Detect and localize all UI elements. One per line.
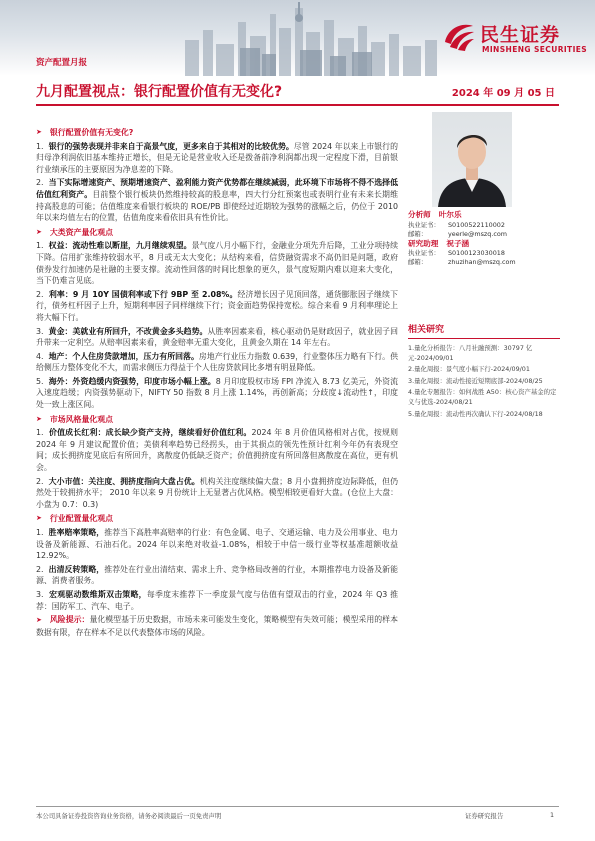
paragraph [36,240,398,286]
paragraph [36,376,398,411]
paragraph [36,326,398,349]
footer-doc-label: 证券研究报告 [465,812,504,820]
related-research [408,322,560,421]
analyst-name: 叶尔乐 [438,210,462,219]
related-research-item[interactable]: 5.量化周报：流动性再次确认下行-2024/08/18 [408,409,543,418]
analyst-cert-row [408,221,560,230]
report-title: 九月配置视点：银行配置价值有无变化? [36,84,283,100]
arrow-bullet-icon: ➤ [36,514,42,523]
para-number: 2. [36,289,44,299]
document-type: 资产配置月报 [36,58,88,68]
paragraph [36,289,398,324]
section-heading [36,414,398,426]
paragraph [36,476,398,511]
para-keypoint: 权益：流动性难以断崖，九月继续观望。 [48,241,192,251]
paragraph [36,427,398,473]
para-number: 2. [36,564,44,574]
para-keypoint: 利率：9 月 10Y 国债利率或下行 9BP 至 2.08%。 [48,289,238,299]
analyst-name: 祝子涵 [446,238,470,248]
analyst-role-row [408,210,560,221]
risk-text: 量化模型基于历史数据，市场未来可能发生变化，策略模型有失效可能；模型采用的样本数据有限，存在样本不足以代表整体市场的风险。 [36,615,398,637]
para-keypoint: 银行的强势表现并非来自于高景气度，更多来自于其相对的比较优势。 [48,141,294,151]
cert-number: S0100123030018 [448,249,505,257]
email-label: 邮箱： [408,258,428,266]
paragraph [36,564,398,587]
header-divider [36,104,559,106]
risk-label: 风险提示： [49,615,90,625]
para-number: 3. [36,589,44,599]
para-text: 景气度八月小幅下行，金融业分项先升后降，工业分项持续下降。信用扩张维持较弱水平，8 月或无太大变化；从结构来看，信贷融资需求不高仍旧是问题，政府债券发行加速仍是社融的主要支撑。流动性回落的时间比想象的更久，景气度短期内难以迎来大变化，当下仍难言见底。 [36,241,398,286]
email-label: 邮箱： [408,229,428,238]
para-text: 目前整个银行板块仍然维持较高的股息率，四大行分红预案也或表明行业有未来长期维持高股息的可能；估值维度来看银行板块的 ROE/PB 即使经过近期较为强势的涨幅之后，仍位于 2010 年以来均值左右的位置，估值角度来看依旧具有性价比。 [36,189,398,223]
arrow-bullet-icon: ➤ [36,414,42,423]
section-heading-text: 银行配置价值有无变化? [49,128,134,137]
arrow-bullet-icon: ➤ [36,616,42,625]
para-text: 经济增长因子见顶回落，通货膨胀因子继续下行，债务杠杆因子上升，短期利率因子同样继续下行；资金面趋势保持宽松。综合来看 9 月利率理论上将大幅下行。 [36,289,398,322]
para-number: 1. [36,428,44,438]
arrow-bullet-icon: ➤ [36,227,42,236]
para-text: 推荐当下高胜率高赔率的行业：有色金属、电子、交通运输、电力及公用事业、电力设备及新能源、石油石化。2024 年以来绝对收益-1.08%，相较于中信一级行业等权基准超额收益 12.92%。 [36,528,398,561]
analyst-photo [432,112,512,207]
report-date: 2024 年 09 月 05 日 [451,88,555,99]
paragraph [36,177,398,223]
brand-name-en: MINSHENG SECURITIES [482,45,588,54]
analyst-role: 分析师 [408,210,431,219]
section-heading [36,127,398,139]
para-number: 4. [36,351,44,361]
related-research-item[interactable]: 1.量化分析报告：八月社融预测：30797 亿元-2024/09/01 [408,344,533,362]
paragraph [36,527,398,562]
para-text: 从胜率因素来看，核心驱动仍是财政因子，就业因子回升带来一定利空。从赔率因素来看，黄金赔率无重大变化，且黄金久期在 14 年左右。 [36,326,398,348]
para-number: 1. [36,241,44,251]
analyst-email-row [408,258,560,267]
analyst-portrait-icon [432,112,512,207]
page-number: 1 [550,811,555,819]
cert-number: S0100522110002 [448,220,505,229]
para-text: 尽管 2024 年以来上市银行的归母净利润依旧基本维持正增长，但是无论是营业收入还是拨备前净利润都出现一定程度下滑，目前银行业绩承压的主要原因为净息差的下降。 [36,141,398,174]
report-body [36,124,398,638]
arrow-bullet-icon: ➤ [36,128,42,136]
analyst-cert-row [408,249,560,258]
section-heading-text: 市场风格量化观点 [49,414,114,424]
analyst-email-row [408,230,560,239]
para-keypoint: 海外：外资趋缓内资强势，印度市场小幅上涨。 [48,376,216,386]
para-number: 3. [36,326,44,336]
para-text: 每季度末推荐下一季度景气度与估值有望双击的行业，2024 年 Q3 推荐：国防军工、汽车、电子。 [36,589,398,611]
para-keypoint: 黄金：美就业有所回升，不改黄金多头趋势。 [48,326,208,336]
analyst-role: 研究助理 [408,238,439,248]
related-research-heading: 相关研究 [408,322,560,339]
section-heading [36,227,398,239]
para-number: 2. [36,476,44,486]
related-research-item[interactable]: 3.量化周报：流动性接近短期底部-2024/08/25 [408,376,543,385]
analyst-email-link[interactable]: yeerle@mszq.com [448,229,508,238]
footer-divider [36,806,559,807]
para-keypoint: 胜率赔率策略， [48,528,105,537]
minsheng-logo-icon [442,18,476,52]
related-research-item[interactable]: 4.量化专题报告：如何战胜 A50：核心资产基金的定义与优选-2024/08/21 [408,388,557,406]
footer-disclaimer: 本公司具备证券投资咨询业务资格，请务必阅读最后一页免责声明 [36,812,222,820]
section-heading-text: 大类资产量化观点 [49,227,114,237]
para-keypoint: 出清反转策略， [48,564,105,574]
brand-name-cn: 民生证券 [480,24,561,46]
para-number: 1. [36,141,44,151]
para-keypoint: 宏观驱动数维斯双击策略， [49,589,147,599]
para-text: 8 月印度股权市场 FPI 净流入 8.73 亿美元，外资流入速度趋缓；内资强势驱动下，NIFTY 50 指数 8 月上涨 1.14%，再创新高；分歧度↓流动性↑，印度处一致上涨区间。 [36,376,398,410]
para-number: 1. [36,528,44,537]
para-text: 房地产行业压力指数 0.639，行业整体压力略有下行。供给侧压力整体变化不大，而需求侧压力得益于个人住房贷款同比多增有明显降低。 [36,351,398,373]
cert-label: 执业证书： [408,220,440,229]
brand-logo [442,18,592,62]
analyst-role-row [408,239,560,250]
para-text: 机构关注度继续偏大盘；8 月小盘拥挤度边际降低，但仍然处于较拥挤水平； 2010 年以来 9 月份统计上无显著占优风格。模型相较更看好大盘。(仓位上大盘：小盘为 0.7：0.3) [36,476,398,509]
paragraph [36,589,398,612]
paragraph [36,141,398,176]
section-heading-text: 行业配置量化观点 [49,514,114,524]
para-text: 2024 年 8 月价值风格相对占优，按规则 2024 年 9 月建议配置价值；美债利率趋势已经拐头，由于其损点的领先性预计红利今年仍有表现空间；成长拥挤度见底后有所回升，离散度仍低缺乏资产；价值拥挤度有所回落但离散度在高位，更有机会。 [36,428,398,473]
para-keypoint: 地产：个人住房贷款增加，压力有所回落。 [48,351,199,361]
header-banner [0,0,595,76]
para-text: 推荐处在行业出清结束、需求上升、竞争格局改善的行业，本期推荐电力设备及新能源、消费者服务。 [36,564,398,586]
para-keypoint: 当下实际增速资产、预期增速资产、盈利能力资产优势都在继续减弱，此环境下市场将不得不选择低估值红利资产。 [36,178,398,199]
analyst-email-link[interactable]: zhuzihan@mszq.com [448,258,516,266]
paragraph [36,351,398,374]
section-heading [36,513,398,525]
para-keypoint: 价值成长红利：成长缺少资产支持，继续看好价值红利。 [48,428,252,438]
analyst-info [408,210,560,267]
risk-warning [36,614,398,638]
para-number: 5. [36,376,44,386]
para-keypoint: 大小市值：关注度、拥挤度指向大盘占优。 [48,476,200,486]
related-research-item[interactable]: 2.量化周报：景气度小幅下行-2024/09/01 [408,365,530,374]
cert-label: 执业证书： [408,249,440,257]
para-number: 2. [36,178,44,188]
